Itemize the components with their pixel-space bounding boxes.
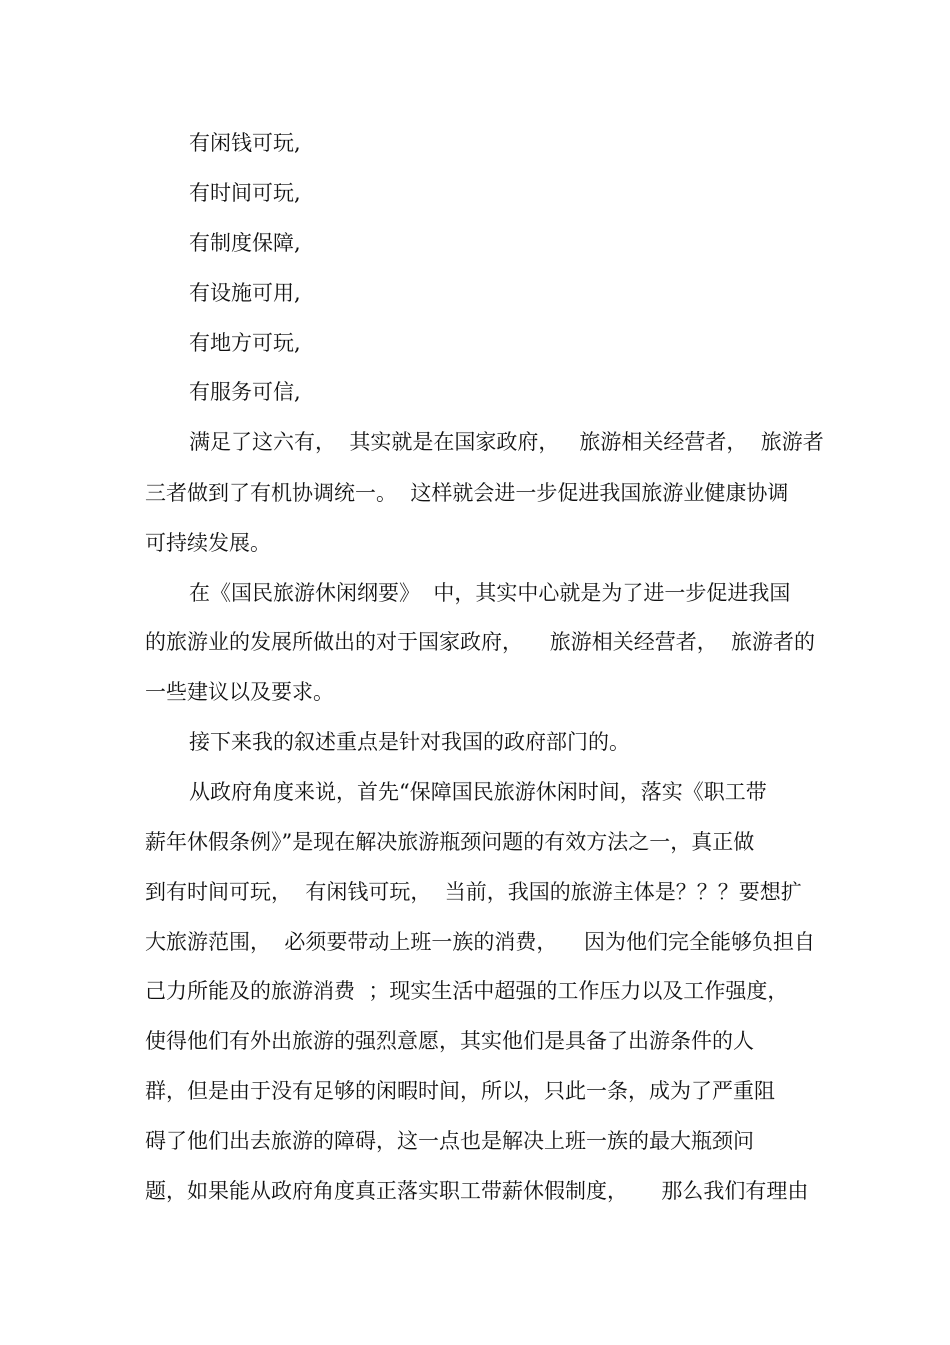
text-line: 有设施可用, xyxy=(189,281,301,305)
paragraph-line: 从政府角度来说，首先“保障国民旅游休闲时间，落实《职工带 xyxy=(189,780,767,804)
paragraph-line: 大旅游范围， 必须要带动上班一族的消费， 因为他们完全能够负担自 xyxy=(145,930,816,954)
paragraph-line: 碍了他们出去旅游的障碍，这一点也是解决上班一族的最大瓶颈问 xyxy=(145,1129,754,1153)
paragraph-line: 题，如果能从政府角度真正落实职工带薪休假制度， 那么我们有理由 xyxy=(145,1179,809,1203)
paragraph-line: 可持续发展。 xyxy=(145,531,271,555)
paragraph-line: 接下来我的叙述重点是针对我国的政府部门的。 xyxy=(189,730,630,754)
paragraph-line: 三者做到了有机协调统一。 这样就会进一步促进我国旅游业健康协调 xyxy=(145,481,789,505)
paragraph-line: 使得他们有外出旅游的强烈意愿，其实他们是具备了出游条件的人 xyxy=(145,1029,754,1053)
paragraph-line: 的旅游业的发展所做出的对于国家政府， 旅游相关经营者， 旅游者的 xyxy=(145,630,816,654)
paragraph-line: 满足了这六有， 其实就是在国家政府， 旅游相关经营者， 旅游者 xyxy=(189,430,824,454)
paragraph-line: 一些建议以及要求。 xyxy=(145,680,334,704)
paragraph-line: 群，但是由于没有足够的闲暇时间，所以，只此一条，成为了严重阻 xyxy=(145,1079,775,1103)
paragraph-line: 己力所能及的旅游消费 ；现实生活中超强的工作压力以及工作强度， xyxy=(145,979,789,1003)
paragraph-line: 到有时间可玩， 有闲钱可玩， 当前，我国的旅游主体是？？？要想扩 xyxy=(145,880,802,904)
text-line: 有制度保障, xyxy=(189,231,301,255)
text-line: 有服务可信, xyxy=(189,380,301,404)
text-line: 有闲钱可玩, xyxy=(189,131,301,155)
paragraph-line: 在《国民旅游休闲纲要》 中，其实中心就是为了进一步促进我国 xyxy=(189,581,791,605)
text-line: 有地方可玩, xyxy=(189,331,301,355)
paragraph-line: 薪年休假条例》”是现在解决旅游瓶颈问题的有效方法之一，真正做 xyxy=(145,830,755,854)
text-line: 有时间可玩, xyxy=(189,181,301,205)
